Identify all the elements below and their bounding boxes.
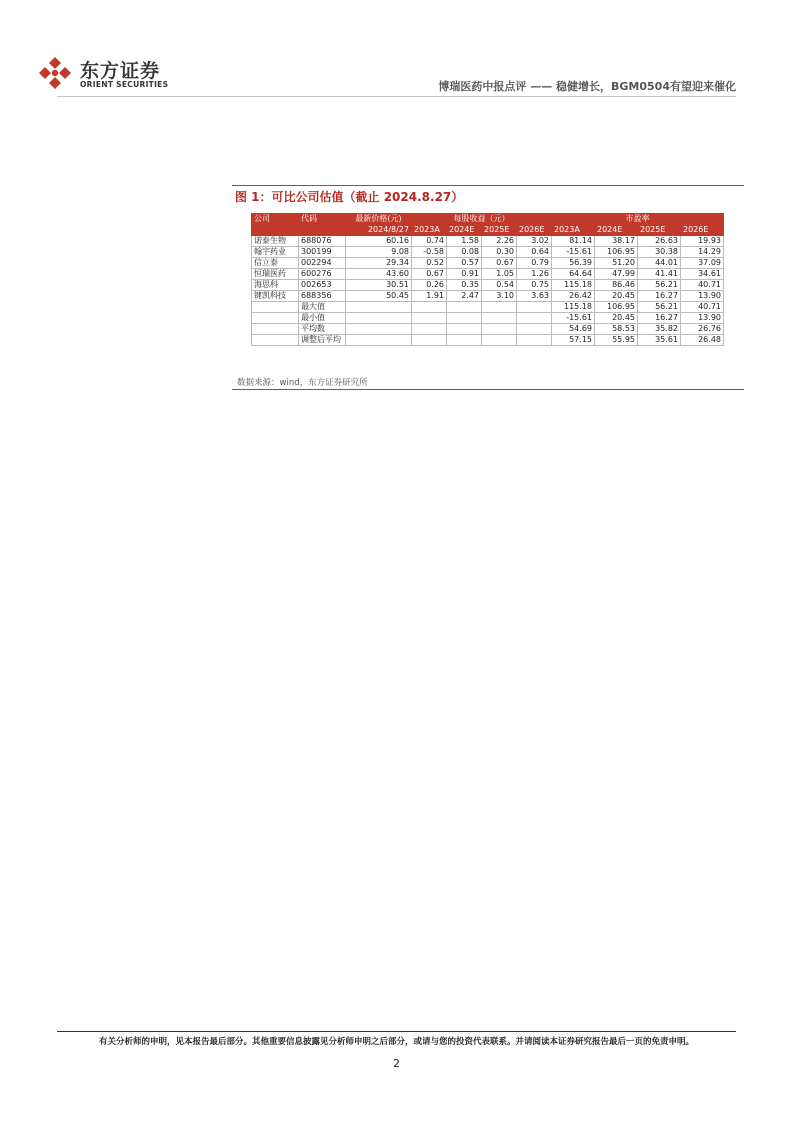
report-header-title: 博瑞医药中报点评 —— 稳健增长，BGM0504有望迎来催化 [438, 80, 736, 93]
pe-cell: 35.82 [638, 324, 681, 335]
eps-cell: 0.91 [447, 269, 482, 280]
stock-code: 002653 [299, 280, 346, 291]
pe-cell: 44.01 [638, 258, 681, 269]
col-pe-year: 2025E [638, 225, 681, 236]
table-row [252, 236, 724, 247]
eps-cell: 0.75 [517, 280, 552, 291]
pe-cell: 13.90 [681, 313, 724, 324]
pe-cell: 26.48 [681, 335, 724, 346]
pe-cell: 51.20 [595, 258, 638, 269]
pe-cell: 64.64 [552, 269, 595, 280]
pe-cell: 55.95 [595, 335, 638, 346]
table-header-row-1 [252, 214, 724, 225]
pe-cell: 115.18 [552, 280, 595, 291]
pe-cell: 14.29 [681, 247, 724, 258]
pe-cell: 58.53 [595, 324, 638, 335]
eps-cell: 2.47 [447, 291, 482, 302]
pe-cell: 41.41 [638, 269, 681, 280]
col-pe: 市盈率 [552, 214, 724, 225]
price-cell: 50.45 [346, 291, 412, 302]
eps-cell: 0.74 [412, 236, 447, 247]
stock-code: 688076 [299, 236, 346, 247]
pe-cell: 16.27 [638, 313, 681, 324]
eps-cell: 1.58 [447, 236, 482, 247]
stats-row [252, 313, 724, 324]
pe-cell: 57.15 [552, 335, 595, 346]
pe-cell: 47.99 [595, 269, 638, 280]
stats-row [252, 324, 724, 335]
pe-cell: 37.09 [681, 258, 724, 269]
pe-cell: 106.95 [595, 302, 638, 313]
eps-cell: 2.26 [482, 236, 517, 247]
price-cell: 9.08 [346, 247, 412, 258]
eps-cell: 0.57 [447, 258, 482, 269]
pe-cell: 81.14 [552, 236, 595, 247]
company-name: 键凯科技 [252, 291, 299, 302]
figure-top-rule [232, 185, 744, 186]
header-divider [57, 96, 736, 97]
col-pe-year: 2024E [595, 225, 638, 236]
col-code: 代码 [299, 214, 346, 225]
pe-cell: 16.27 [638, 291, 681, 302]
table-row [252, 291, 724, 302]
eps-cell: 0.08 [447, 247, 482, 258]
eps-cell: -0.58 [412, 247, 447, 258]
table-row [252, 247, 724, 258]
stock-code: 600276 [299, 269, 346, 280]
eps-cell: 1.26 [517, 269, 552, 280]
price-cell: 60.16 [346, 236, 412, 247]
eps-cell: 0.52 [412, 258, 447, 269]
orient-logo-icon [36, 54, 74, 92]
figure-source: 数据来源：wind，东方证券研究所 [237, 378, 368, 388]
figure-title: 图 1：可比公司估值（截止 2024.8.27） [235, 190, 464, 204]
price-cell: 43.60 [346, 269, 412, 280]
pe-cell: 19.93 [681, 236, 724, 247]
pe-cell: 56.21 [638, 302, 681, 313]
eps-cell: 0.67 [412, 269, 447, 280]
pe-cell: -15.61 [552, 247, 595, 258]
col-eps-year: 2026E [517, 225, 552, 236]
eps-cell: 0.64 [517, 247, 552, 258]
col-pe-year: 2023A [552, 225, 595, 236]
company-name: 恒瑞医药 [252, 269, 299, 280]
col-eps-year: 2023A [412, 225, 447, 236]
eps-cell: 1.91 [412, 291, 447, 302]
footer-divider [57, 1031, 736, 1032]
pe-cell: 38.17 [595, 236, 638, 247]
eps-cell: 0.30 [482, 247, 517, 258]
stock-code: 002294 [299, 258, 346, 269]
pe-cell: 56.21 [638, 280, 681, 291]
pe-cell: 86.46 [595, 280, 638, 291]
eps-cell: 1.05 [482, 269, 517, 280]
col-eps-year: 2025E [482, 225, 517, 236]
eps-cell: 0.54 [482, 280, 517, 291]
pe-cell: 35.61 [638, 335, 681, 346]
pe-cell: 40.71 [681, 302, 724, 313]
eps-cell: 0.35 [447, 280, 482, 291]
stat-label: 调整后平均 [299, 335, 346, 346]
table-row [252, 269, 724, 280]
pe-cell: 20.45 [595, 291, 638, 302]
pe-cell: -15.61 [552, 313, 595, 324]
stat-label: 平均数 [299, 324, 346, 335]
stats-row [252, 335, 724, 346]
col-eps: 每股收益（元） [412, 214, 552, 225]
pe-cell: 30.38 [638, 247, 681, 258]
pe-cell: 26.63 [638, 236, 681, 247]
brand-logo [36, 54, 176, 94]
col-company: 公司 [252, 214, 299, 225]
eps-cell: 0.26 [412, 280, 447, 291]
price-cell: 29.34 [346, 258, 412, 269]
table-header-row-2 [252, 225, 724, 236]
eps-cell: 3.10 [482, 291, 517, 302]
pe-cell: 26.76 [681, 324, 724, 335]
pe-cell: 115.18 [552, 302, 595, 313]
eps-cell: 0.67 [482, 258, 517, 269]
col-price: 最新价格(元) [346, 214, 412, 225]
eps-cell: 0.79 [517, 258, 552, 269]
stat-label: 最大值 [299, 302, 346, 313]
figure-bottom-rule [232, 389, 744, 390]
col-pe-year: 2026E [681, 225, 724, 236]
eps-cell: 3.02 [517, 236, 552, 247]
company-name: 海思科 [252, 280, 299, 291]
page-number: 2 [393, 1057, 400, 1070]
pe-cell: 54.69 [552, 324, 595, 335]
col-eps-year: 2024E [447, 225, 482, 236]
table-row [252, 280, 724, 291]
pe-cell: 20.45 [595, 313, 638, 324]
col-price-date: 2024/8/27 [346, 225, 412, 236]
stock-code: 688356 [299, 291, 346, 302]
eps-cell: 3.63 [517, 291, 552, 302]
pe-cell: 40.71 [681, 280, 724, 291]
stat-label: 最小值 [299, 313, 346, 324]
price-cell: 30.51 [346, 280, 412, 291]
company-name: 翰宇药业 [252, 247, 299, 258]
pe-cell: 56.39 [552, 258, 595, 269]
company-name: 信立泰 [252, 258, 299, 269]
stats-row [252, 302, 724, 313]
pe-cell: 106.95 [595, 247, 638, 258]
pe-cell: 13.90 [681, 291, 724, 302]
pe-cell: 34.61 [681, 269, 724, 280]
valuation-table [251, 213, 724, 346]
footer-disclaimer: 有关分析师的申明，见本报告最后部分。其他重要信息披露见分析师申明之后部分，或请与您的投资代表联系。并请阅读本证券研究报告最后一页的免责申明。 [98, 1037, 694, 1047]
table-row [252, 258, 724, 269]
brand-name-cn: 东方证券 [80, 60, 161, 82]
stock-code: 300199 [299, 247, 346, 258]
company-name: 诺泰生物 [252, 236, 299, 247]
pe-cell: 26.42 [552, 291, 595, 302]
brand-name-en: ORIENT SECURITIES [80, 80, 169, 89]
